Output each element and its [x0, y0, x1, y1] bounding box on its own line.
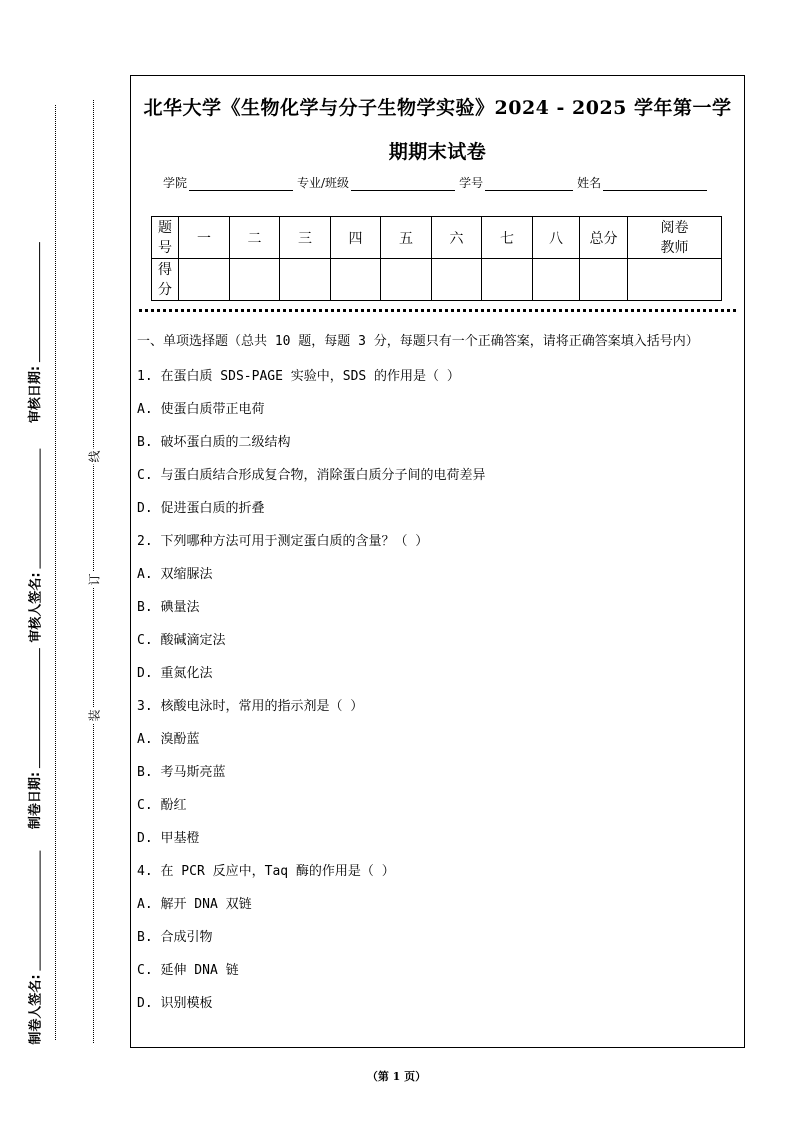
score-table [151, 216, 722, 301]
score-cell-total[interactable] [580, 259, 628, 301]
col-1: 一 [179, 217, 230, 259]
score-head: 得 分 [152, 259, 179, 301]
col-total: 总分 [580, 217, 628, 259]
student-id-field[interactable] [485, 176, 573, 191]
student-id-label: 学号 [459, 176, 484, 190]
question-number-head: 题 号 [152, 217, 179, 259]
score-cell-5[interactable] [381, 259, 432, 301]
option-1b: B. 破坏蛋白质的二级结构 [137, 435, 291, 450]
option-1a: A. 使蛋白质带正电荷 [137, 402, 265, 417]
col-7: 七 [482, 217, 533, 259]
question-1: 1. 在蛋白质 SDS-PAGE 实验中，SDS 的作用是（ ） [137, 369, 460, 384]
college-field[interactable] [189, 176, 293, 191]
dotted-separator [139, 309, 736, 312]
maker-date-label: 制卷日期: [12, 648, 56, 828]
maker-sign-blank [28, 850, 41, 970]
exam-title-line1: 北华大学《生物化学与分子生物学实验》2024 - 2025 学年第一学 [143, 97, 732, 119]
exam-frame [130, 75, 745, 1048]
binding-char-line: 线 [87, 450, 102, 463]
maker-date-blank [28, 647, 41, 767]
exam-content [137, 331, 741, 1020]
option-3b: B. 考马斯亮蓝 [137, 765, 226, 780]
question-3: 3. 核酸电泳时，常用的指示剂是（ ） [137, 699, 364, 714]
option-4b: B. 合成引物 [137, 930, 213, 945]
option-2c: C. 酸碱滴定法 [137, 633, 226, 648]
option-4c: C. 延伸 DNA 链 [137, 963, 239, 978]
col-4: 四 [331, 217, 381, 259]
name-label: 姓名 [577, 176, 602, 190]
binding-char-ding: 订 [87, 573, 102, 586]
section-heading: 一、单项选择题（总共 10 题，每题 3 分，每题只有一个正确答案，请将正确答案填入括号内） [137, 334, 699, 349]
major-field[interactable] [351, 176, 455, 191]
review-date-label: 审核日期: [12, 242, 56, 422]
score-cell-grader[interactable] [628, 259, 722, 301]
score-cell-8[interactable] [533, 259, 580, 301]
reviewer-sign-blank [28, 448, 41, 568]
option-2a: A. 双缩脲法 [137, 567, 213, 582]
col-2: 二 [230, 217, 280, 259]
score-table-header-row [152, 217, 722, 259]
score-cell-7[interactable] [482, 259, 533, 301]
option-4d: D. 识别模板 [137, 996, 213, 1011]
review-date-blank [28, 241, 41, 361]
binding-char-zhuang: 装 [87, 709, 102, 722]
score-cell-3[interactable] [280, 259, 331, 301]
major-label: 专业/班级 [297, 176, 350, 190]
score-cell-2[interactable] [230, 259, 280, 301]
reviewer-sign-label: 审核人签名: [12, 455, 56, 635]
option-1d: D. 促进蛋白质的折叠 [137, 501, 265, 516]
score-cell-1[interactable] [179, 259, 230, 301]
col-5: 五 [381, 217, 432, 259]
option-3c: C. 酚红 [137, 798, 187, 813]
col-3: 三 [280, 217, 331, 259]
option-3a: A. 溴酚蓝 [137, 732, 200, 747]
option-4a: A. 解开 DNA 双链 [137, 897, 252, 912]
score-cell-4[interactable] [331, 259, 381, 301]
option-3d: D. 甲基橙 [137, 831, 200, 846]
name-field[interactable] [603, 176, 707, 191]
exam-title-line2: 期期末试卷 [388, 141, 487, 163]
question-4: 4. 在 PCR 反应中，Taq 酶的作用是（ ） [137, 864, 395, 879]
score-cell-6[interactable] [432, 259, 482, 301]
page-number: （第 1 页） [366, 1070, 427, 1083]
question-2: 2. 下列哪种方法可用于测定蛋白质的含量？（ ） [137, 534, 429, 549]
col-6: 六 [432, 217, 482, 259]
option-2b: B. 碘量法 [137, 600, 200, 615]
student-info-row [163, 174, 711, 191]
exam-title [131, 86, 744, 174]
score-table-score-row [152, 259, 722, 301]
option-2d: D. 重氮化法 [137, 666, 213, 681]
option-1c: C. 与蛋白质结合形成复合物，消除蛋白质分子间的电荷差异 [137, 468, 486, 483]
col-8: 八 [533, 217, 580, 259]
college-label: 学院 [163, 176, 188, 190]
maker-sign-label: 制卷人签名: [12, 857, 56, 1037]
grader-head: 阅卷 教师 [628, 217, 722, 259]
binding-dotted-line-outer [55, 105, 56, 1040]
